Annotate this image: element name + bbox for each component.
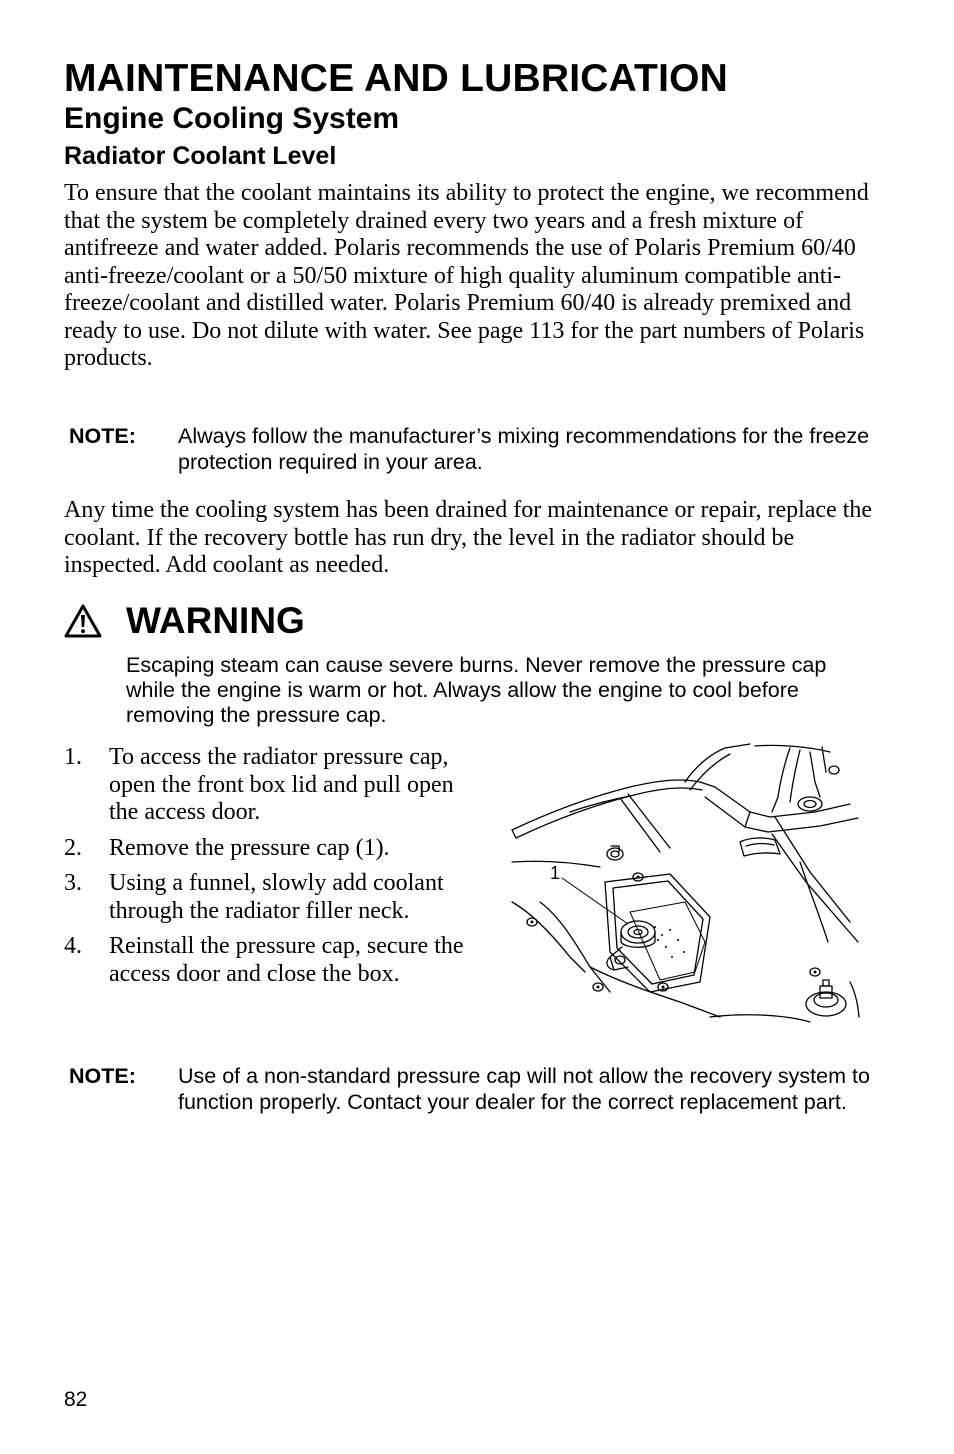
step-text: Using a funnel, slowly add coolant through the radiator filler neck.	[109, 870, 444, 924]
intro-paragraph: To ensure that the coolant maintains its ability to protect the engine, we recommend that the system be completely drained every two years and a fresh mixture of antifreeze and water added. Polaris recommends the use of Polaris Premium 60/40 anti-freeze/coolant or a 50/50 mixture of high quality aluminum compatible anti-freeze/coolant and distilled water. Polaris Premium 60/40 is already premixed and ready to use. Do not dilute with water. See page 113 for the part numbers of Polaris products.	[64, 180, 869, 371]
drain-paragraph: Any time the cooling system has been drained for maintenance or repair, replace the coolant. If the recovery bottle has run dry, the level in the radiator should be inspected. Add coolant as needed.	[64, 497, 873, 578]
chapter-title: MAINTENANCE AND LUBRICATION	[64, 57, 729, 100]
note-mixing	[69, 424, 884, 475]
step-number: 3.	[64, 870, 82, 896]
list-item	[64, 870, 484, 925]
step-number: 4.	[64, 933, 82, 959]
note-label: NOTE:	[69, 424, 136, 448]
warning-title: WARNING	[126, 600, 305, 641]
procedure-steps	[64, 744, 484, 996]
line-drawing	[510, 742, 860, 1027]
note-label: NOTE:	[69, 1064, 136, 1088]
step-number: 1.	[64, 744, 82, 770]
warning-heading	[64, 598, 305, 644]
note-pressure-cap	[69, 1064, 884, 1115]
note-text: Always follow the manufacturer’s mixing recommendations for the freeze protection required in your area.	[178, 424, 870, 474]
radiator-cap-illustration	[510, 742, 860, 1027]
list-item	[64, 835, 484, 863]
step-text: Reinstall the pressure cap, secure the access door and close the box.	[109, 933, 464, 987]
note-text: Use of a non-standard pressure cap will not allow the recovery system to function properly. Contact your dealer for the correct replacement part.	[178, 1064, 870, 1114]
step-text: To access the radiator pressure cap, open the front box lid and pull open the access door.	[109, 744, 454, 825]
warning-triangle-icon	[64, 604, 102, 638]
list-item	[64, 933, 484, 988]
list-item	[64, 744, 484, 827]
step-text: Remove the pressure cap (1).	[109, 834, 390, 861]
subsection-title: Radiator Coolant Level	[64, 142, 337, 170]
warning-text: Escaping steam can cause severe burns. Never remove the pressure cap while the engine is warm or hot. Always allow the engine to cool before removing the pressure cap.	[126, 653, 827, 727]
step-number: 2.	[64, 834, 82, 861]
callout-label: 1	[550, 863, 561, 883]
page-number: 82	[64, 1388, 88, 1411]
section-title: Engine Cooling System	[64, 102, 400, 135]
